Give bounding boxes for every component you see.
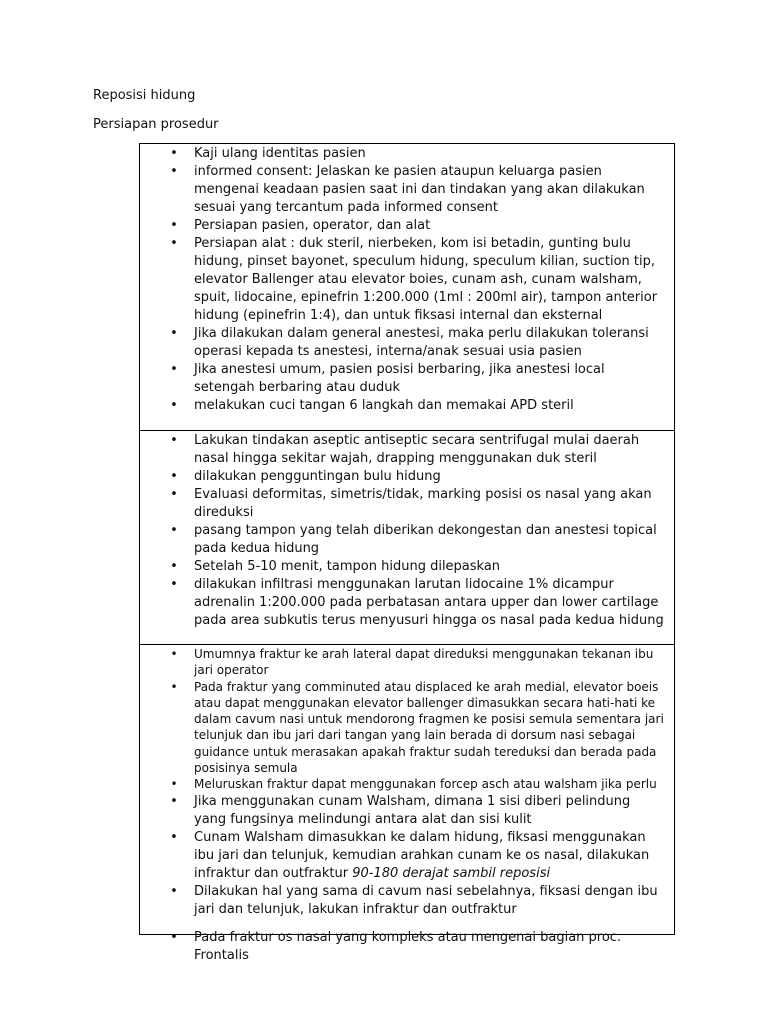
list-item: • melakukan cuci tangan 6 langkah dan memakai APD steril	[140, 397, 674, 415]
bullet-icon: •	[170, 929, 178, 945]
bullet-icon: •	[170, 679, 178, 694]
bullet-icon: •	[170, 793, 178, 809]
bullet-icon: •	[170, 829, 178, 845]
procedure-table	[139, 143, 675, 963]
list-item: • Jika anestesi umum, pasien posisi berbaring, jika anestesi local setengah berbaring atau duduk	[140, 361, 674, 397]
anesthesia-cell	[140, 430, 674, 644]
bullet-icon: •	[170, 487, 178, 502]
list-item: • Dilakukan hal yang sama di cavum nasi sebelahnya, fiksasi dengan ibu jari dan telunjuk, lakukan infraktur dan outfraktur	[140, 883, 674, 919]
bullet-icon: •	[170, 398, 178, 413]
bullet-icon: •	[170, 164, 178, 179]
reduction-cell	[140, 644, 674, 963]
preparation-cell	[140, 144, 674, 430]
document-title: Reposisi hidung	[93, 88, 196, 103]
bullet-icon: •	[170, 362, 178, 377]
bullet-icon: •	[170, 647, 178, 661]
list-item: • Cunam Walsham dimasukkan ke dalam hidung, fiksasi menggunakan ibu jari dan telunjuk, kemudian arahkan cunam ke os nasal, dilakukan infraktur dan outfraktur 90-180 derajat sambil reposisi	[140, 829, 674, 883]
list-item: • Persiapan pasien, operator, dan alat	[140, 217, 674, 235]
document-subtitle: Persiapan prosedur	[93, 117, 219, 132]
list-item: • Pada fraktur yang comminuted atau displaced ke arah medial, elevator boeis atau dapat menggunakan elevator ballenger dimasukkan secara hati-hati ke dalam cavum nasi untuk mendorong fragmen ke posisi semula sementara jari telunjuk dan ibu jari dari tangan yang lain berada di dorsum nasi sebagai guidance untuk merasakan apakah fraktur sudah tereduksi dan berada pada posisinya semula	[140, 679, 674, 777]
bullet-icon: •	[170, 577, 178, 592]
list-item: • Setelah 5-10 menit, tampon hidung dilepaskan	[140, 558, 674, 576]
list-item: • Pada fraktur os nasal yang kompleks atau mengenai bagian proc. Frontalis	[140, 929, 674, 965]
list-item: • Umumnya fraktur ke arah lateral dapat direduksi menggunakan tekanan ibu jari operator	[140, 646, 674, 679]
anesthesia-list	[140, 432, 674, 630]
list-item: • Lakukan tindakan aseptic antiseptic secara sentrifugal mulai daerah nasal hingga sekitar wajah, drapping menggunakan duk steril	[140, 432, 674, 468]
list-item: • informed consent: Jelaskan ke pasien ataupun keluarga pasien mengenai keadaan pasien saat ini dan tindakan yang akan dilakukan sesuai yang tercantum pada informed consent	[140, 163, 674, 217]
bullet-icon: •	[170, 883, 178, 899]
list-item: • Meluruskan fraktur dapat menggunakan forcep asch atau walsham jika perlu	[140, 776, 674, 792]
bullet-icon: •	[170, 236, 178, 251]
bullet-icon: •	[170, 523, 178, 538]
preparation-list	[140, 145, 674, 415]
bullet-icon: •	[170, 326, 178, 341]
list-item: • Jika menggunakan cunam Walsham, dimana 1 sisi diberi pelindung yang fungsinya melindungi antara alat dan sisi kulit	[140, 793, 674, 829]
list-item: • dilakukan pengguntingan bulu hidung	[140, 468, 674, 486]
bullet-icon: •	[170, 559, 178, 574]
reduction-list	[140, 646, 674, 965]
list-item: • Kaji ulang identitas pasien	[140, 145, 674, 163]
bullet-icon: •	[170, 469, 178, 484]
bullet-icon: •	[170, 433, 178, 448]
bullet-icon: •	[170, 146, 178, 161]
list-item: • Evaluasi deformitas, simetris/tidak, marking posisi os nasal yang akan direduksi	[140, 486, 674, 522]
bullet-icon: •	[170, 218, 178, 233]
list-item: • pasang tampon yang telah diberikan dekongestan dan anestesi topical pada kedua hidung	[140, 522, 674, 558]
list-item: • Jika dilakukan dalam general anestesi, maka perlu dilakukan toleransi operasi kepada ts anestesi, interna/anak sesuai usia pasien	[140, 325, 674, 361]
list-item: • Persiapan alat : duk steril, nierbeken, kom isi betadin, gunting bulu hidung, pinset bayonet, speculum hidung, speculum kilian, suction tip, elevator Ballenger atau elevator boies, cunam ash, cunam walsham, spuit, lidocaine, epinefrin 1:200.000 (1ml : 200ml air), tampon anterior hidung (epinefrin 1:4), dan untuk fiksasi internal dan eksternal	[140, 235, 674, 325]
bullet-icon: •	[170, 777, 178, 792]
list-item: • dilakukan infiltrasi menggunakan larutan lidocaine 1% dicampur adrenalin 1:200.000 pada perbatasan antara upper dan lower cartilage pada area subkutis terus menyusuri hingga os nasal pada kedua hidung	[140, 576, 674, 630]
